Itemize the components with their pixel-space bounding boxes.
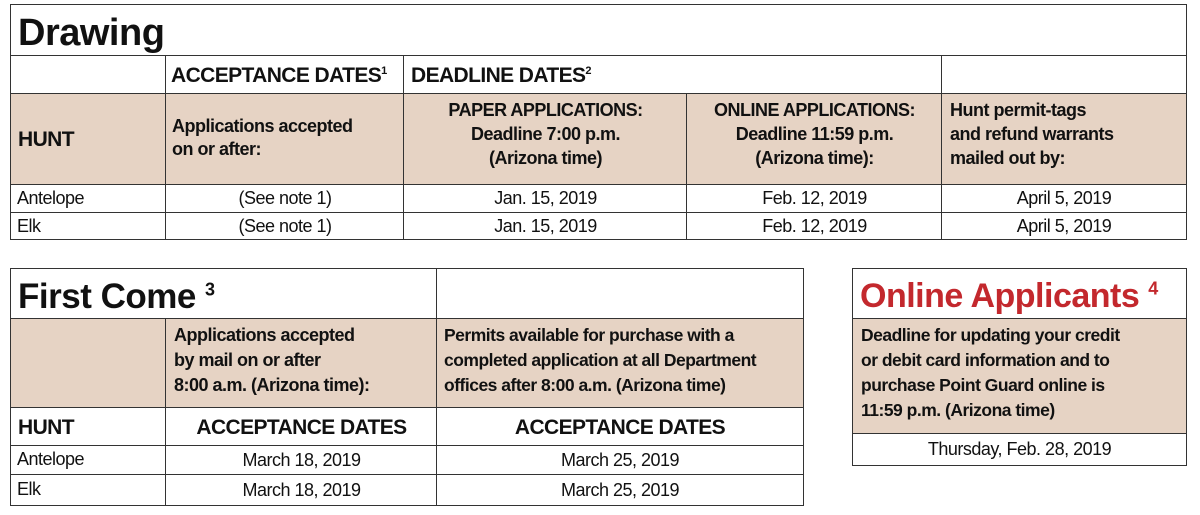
accepted-value: (See note 1): [238, 216, 332, 236]
paper-line-3: (Arizona time): [488, 148, 602, 168]
online-applicants-box: [852, 268, 1187, 466]
footnote-4: 4: [1148, 278, 1158, 299]
accepted-header-cell: [166, 94, 404, 185]
first-come-title-cell: [11, 269, 437, 319]
hunt-name: Antelope: [17, 188, 85, 208]
accepted-line-1: Applications accepted: [172, 116, 353, 136]
online-body-line-1: Deadline for updating your credit: [861, 325, 1120, 345]
fc-hunt-header-cell: [11, 408, 166, 446]
online-line-3: (Arizona time):: [755, 148, 874, 168]
drawing-title: Drawing: [18, 12, 165, 54]
online-body-line-4: 11:59 p.m. (Arizona time): [861, 400, 1055, 420]
drawing-blank-header: [11, 56, 166, 94]
acceptance-dates-label: ACCEPTANCE DATES: [171, 64, 382, 87]
hunt-header: HUNT: [18, 416, 74, 439]
mail-line-1: Applications accepted: [174, 325, 355, 345]
paper-deadline: Jan. 15, 2019: [494, 216, 597, 236]
mail-header-cell: [166, 319, 437, 408]
mailed-line-1: Hunt permit-tags: [950, 100, 1086, 120]
permits-date: March 25, 2019: [560, 450, 680, 470]
online-body-line-3: purchase Point Guard online is: [861, 375, 1105, 395]
first-come-blank-shaded: [11, 319, 166, 408]
mail-date: March 18, 2019: [242, 480, 361, 500]
online-line-1: ONLINE APPLICATIONS:: [714, 100, 915, 120]
mailed-header-cell: [942, 94, 1186, 185]
paper-line-2: Deadline 7:00 p.m.: [470, 124, 621, 144]
drawing-table: [10, 4, 1187, 240]
first-come-blank-header: [437, 269, 803, 319]
footnote-1: 1: [381, 65, 387, 77]
hunt-name: Elk: [17, 479, 41, 499]
deadline-dates-header: [404, 56, 942, 94]
online-header-cell: [687, 94, 942, 185]
first-come-title: First Come: [18, 277, 196, 316]
mail-date: March 18, 2019: [242, 450, 361, 470]
online-applicants-title: Online Applicants: [860, 277, 1140, 315]
drawing-blank-header-right: [942, 56, 1186, 94]
accepted-value: (See note 1): [238, 188, 332, 208]
permits-line-3: offices after 8:00 a.m. (Arizona time): [444, 375, 726, 395]
footnote-2: 2: [585, 65, 591, 77]
mailed-date: April 5, 2019: [1016, 188, 1112, 208]
mailed-line-3: mailed out by:: [950, 148, 1066, 168]
hunt-header-cell: [11, 94, 166, 185]
permits-date: March 25, 2019: [560, 480, 680, 500]
permits-header-cell: [437, 319, 803, 408]
online-deadline: Feb. 12, 2019: [762, 216, 867, 236]
mail-line-2: by mail on or after: [174, 350, 321, 370]
online-applicants-title-cell: [853, 269, 1186, 319]
mailed-line-2: and refund warrants: [950, 124, 1114, 144]
acceptance-dates-label: ACCEPTANCE DATES: [196, 416, 407, 439]
paper-deadline: Jan. 15, 2019: [494, 188, 597, 208]
online-deadline: Feb. 12, 2019: [762, 188, 867, 208]
hunt-header: HUNT: [18, 128, 74, 151]
acceptance-dates-header: [166, 56, 404, 94]
first-come-table: [10, 268, 804, 506]
online-applicants-date-cell: [853, 434, 1186, 465]
paper-line-1: PAPER APPLICATIONS:: [448, 100, 643, 120]
accepted-line-2: on or after:: [172, 139, 262, 159]
online-line-2: Deadline 11:59 p.m.: [735, 124, 894, 144]
deadline-dates-label: DEADLINE DATES: [411, 64, 586, 87]
acceptance-dates-label: ACCEPTANCE DATES: [514, 416, 726, 439]
online-applicants-body-cell: [853, 319, 1186, 434]
paper-header-cell: [404, 94, 687, 185]
footnote-3: 3: [205, 279, 215, 300]
online-deadline-date: Thursday, Feb. 28, 2019: [927, 439, 1112, 459]
permits-line-2: completed application at all Department: [444, 350, 757, 370]
hunt-name: Antelope: [17, 449, 85, 469]
mail-line-3: 8:00 a.m. (Arizona time):: [174, 375, 370, 395]
mailed-date: April 5, 2019: [1016, 216, 1112, 236]
hunt-name: Elk: [17, 216, 41, 236]
online-body-line-2: or debit card information and to: [861, 350, 1110, 370]
fc-acceptance-header-cell: [166, 408, 437, 446]
fc-acceptance-header-cell-2: [437, 408, 803, 446]
permits-line-1: Permits available for purchase with a: [444, 325, 734, 345]
